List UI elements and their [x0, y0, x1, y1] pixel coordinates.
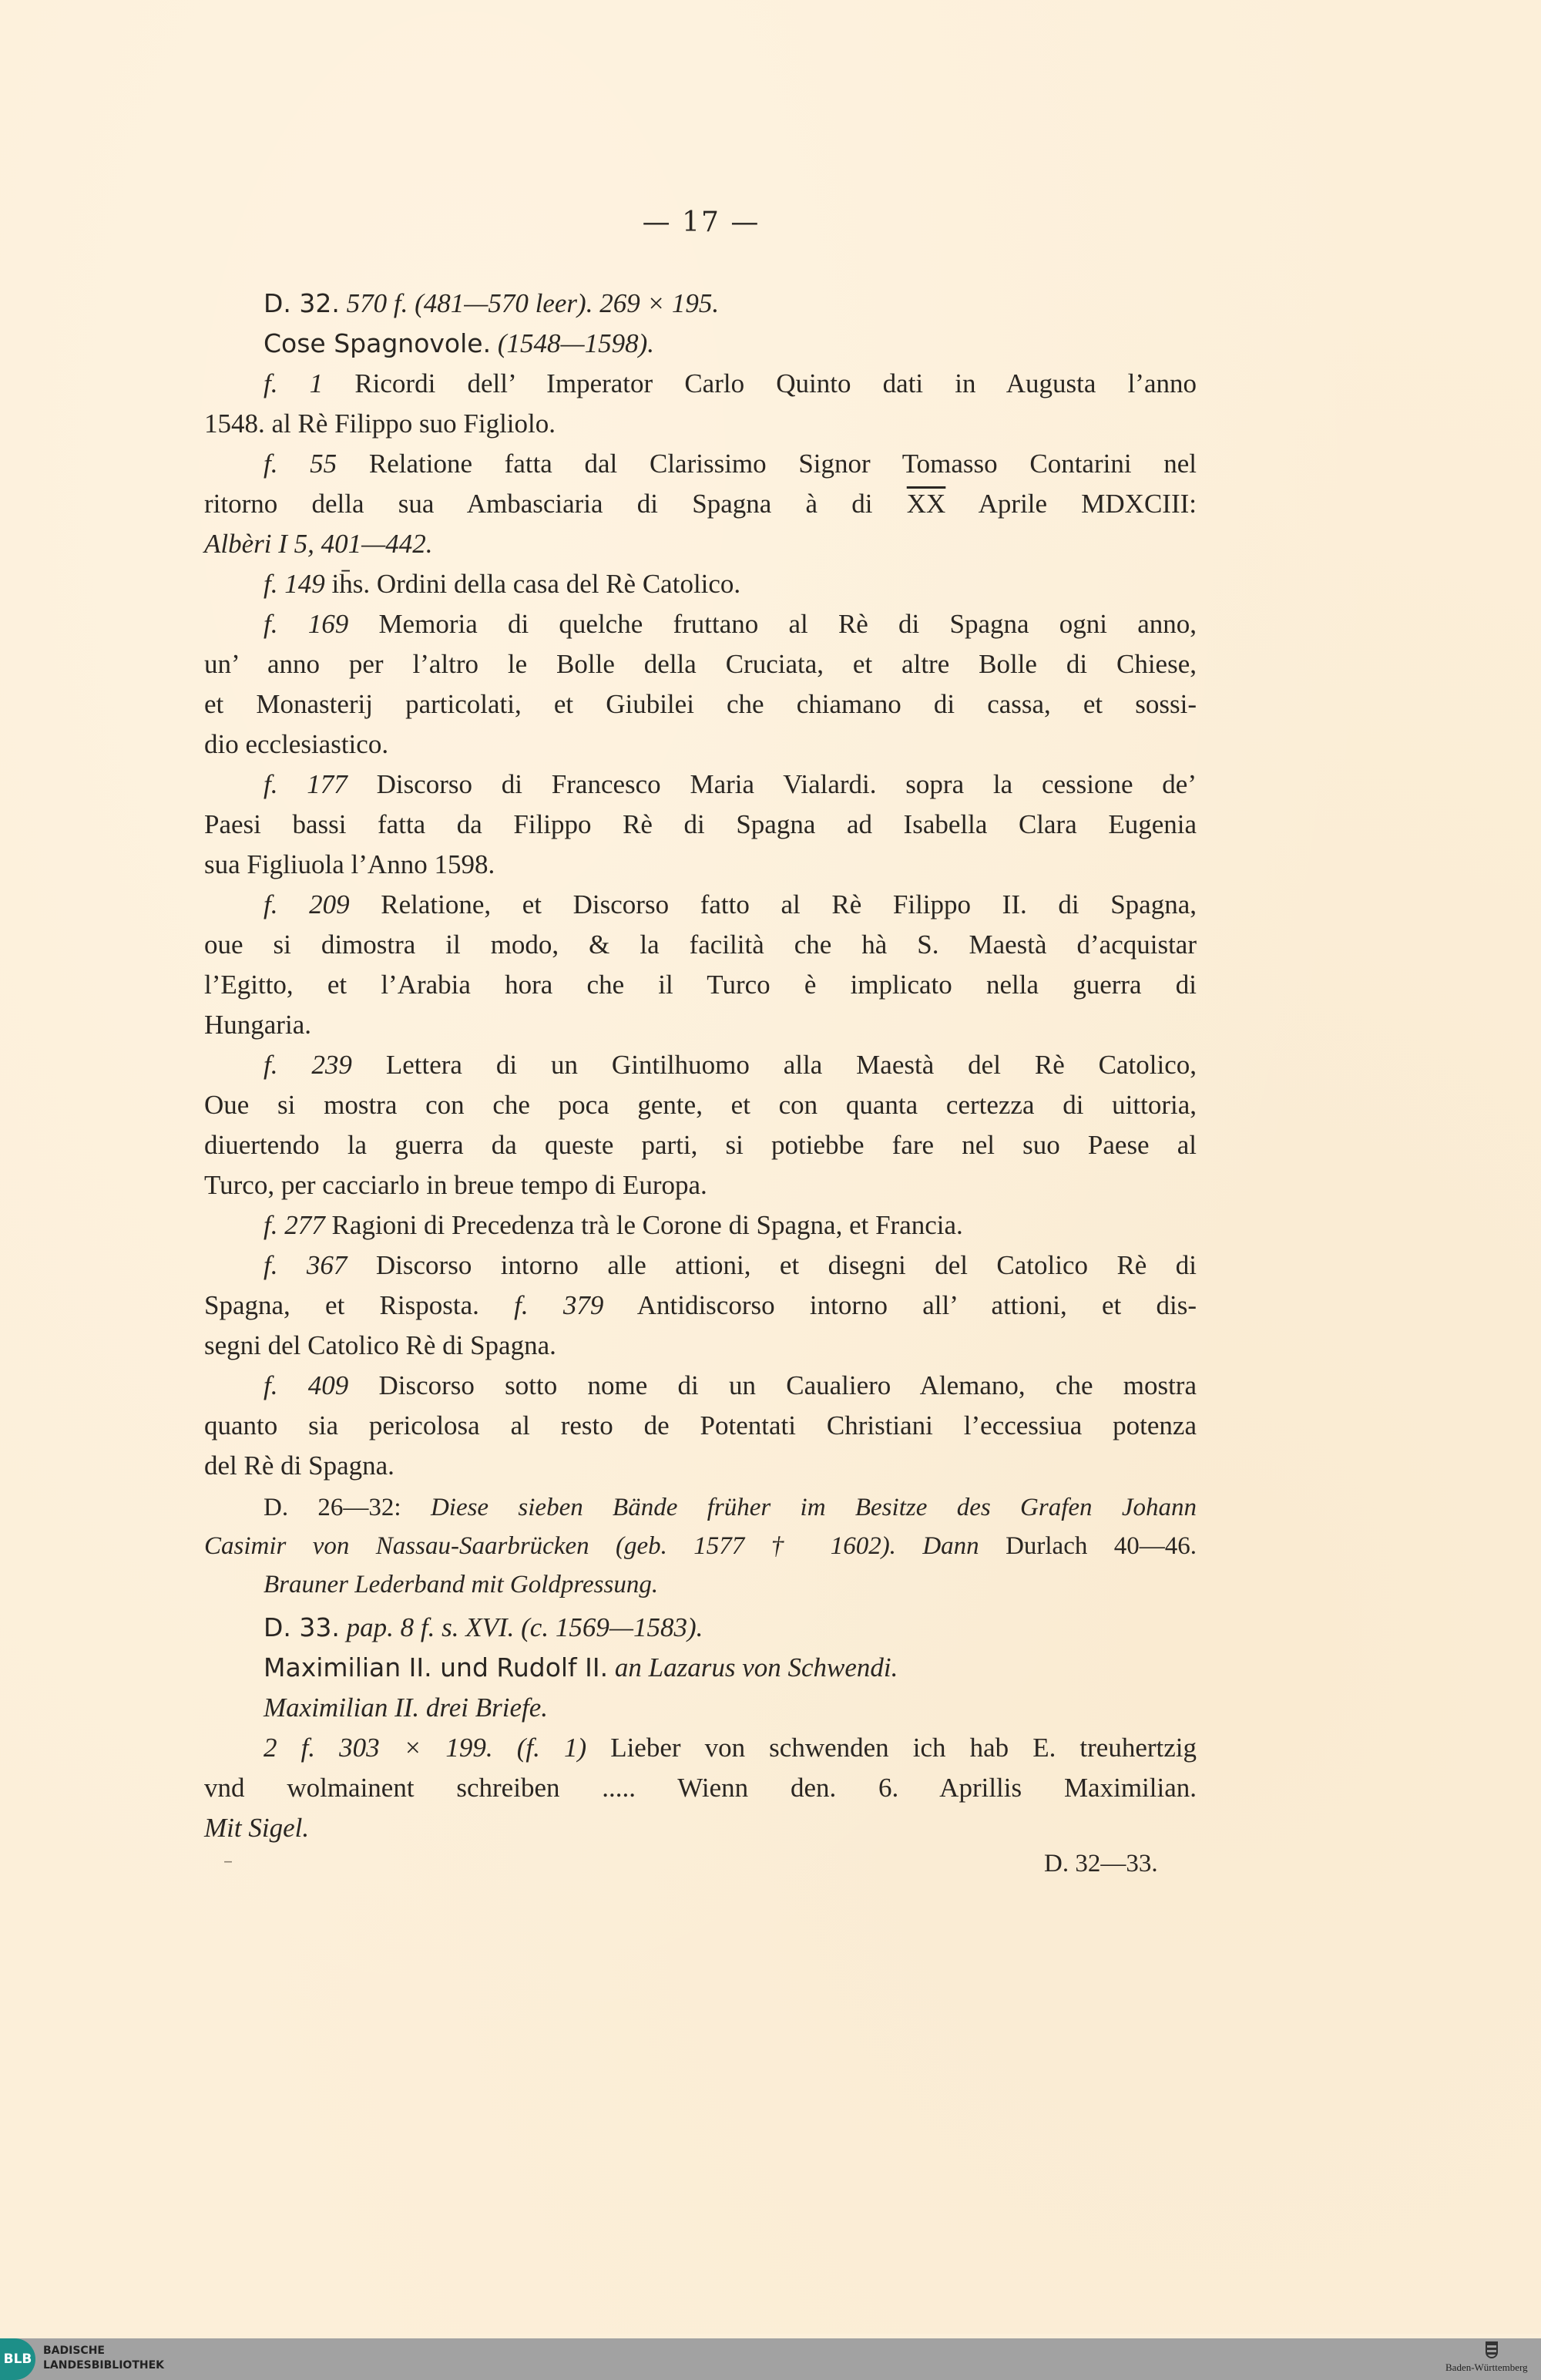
line-text: ritorno della sua Ambasciaria di Spagna à di [204, 489, 873, 519]
entry-recipient: an Lazarus von Schwendi. [614, 1652, 898, 1682]
text-line [204, 487, 1197, 521]
note-line: Brauner Lederband mit Goldpressung. [264, 1571, 659, 1598]
folio-ref: f. 367 [264, 1250, 347, 1280]
line-text: Ragioni di Precedenza trà le Corone di Spagna, et Francia. [331, 1210, 963, 1240]
text-line: Paesi bassi fatta da Filippo Rè di Spagna ad Isabella Clara Eugenia [204, 809, 1197, 839]
folio-ref: f. 239 [264, 1050, 352, 1080]
entry-title-d33 [264, 1651, 1197, 1685]
text-line [264, 1048, 1197, 1082]
folio-ref: f. 379 [514, 1290, 604, 1320]
line-text: Antidiscorso intorno all’ attioni, et dis- [636, 1290, 1197, 1320]
text-line: dio ecclesiastico. [204, 729, 389, 759]
text-line: Mit Sigel. [204, 1813, 310, 1843]
text-line: 1548. al Rè Filippo suo Figliolo. [204, 408, 556, 439]
text-line [264, 888, 1197, 922]
text-line: vnd wolmainent schreiben ..... Wienn den. 6. Aprillis Maximilian. [204, 1773, 1197, 1803]
line-text: Ricordi dell’ Imperator Carlo Quinto dati in Augusta l’anno [354, 368, 1197, 398]
line-text: Memoria di quelche fruttano al Rè di Spagna ogni anno, [378, 609, 1197, 639]
text-line: Turco, per cacciarlo in breue tempo di Europa. [204, 1170, 707, 1200]
text-line [264, 1249, 1197, 1282]
coat-of-arms-icon [1486, 2341, 1498, 2358]
stray-mark: – [223, 1850, 233, 1871]
folio-ref: f. 209 [264, 889, 350, 919]
text-line: et Monasterij particolati, et Giubilei che chiamano di cassa, et sossi- [204, 689, 1197, 719]
text-line: l’Egitto, et l’Arabia hora che il Turco è implicato nella guerra di [204, 970, 1197, 1000]
line-text: Discorso di Francesco Maria Vialardi. sopra la cessione de’ [376, 769, 1197, 799]
folio-ref: f. 149 [264, 569, 325, 599]
text-line [264, 1208, 1197, 1242]
folio-ref: f. 177 [264, 769, 347, 799]
text-line [204, 1289, 1197, 1323]
line-text: Relatione, et Discorso fatto al Rè Filippo II. di Spagna, [381, 889, 1197, 919]
text-line [264, 1731, 1197, 1765]
note-line [204, 1529, 1197, 1563]
footer-bar [0, 2338, 1541, 2380]
folio-ref: f. 169 [264, 609, 349, 639]
text-line: segni del Catolico Rè di Spagna. [204, 1330, 556, 1360]
library-name-line1: BADISCHE [43, 2345, 105, 2357]
blb-logo-icon: BLB [0, 2338, 35, 2380]
entry-title: Cose Spagnovole. [264, 328, 492, 358]
entry-heading-d33 [264, 1611, 1197, 1645]
folio-ref: f. 1 [264, 368, 324, 398]
note-text: Casimir von Nassau-Saarbrücken (geb. 1577 † 1602). [204, 1532, 896, 1560]
line-text: Lettera di un Gintilhuomo alla Maestà del Rè Catolico, [385, 1050, 1197, 1080]
line-text: Discorso intorno alle attioni, et disegni del Catolico Rè di [375, 1250, 1197, 1280]
line-text: Lieber von schwenden ich hab E. treuhertzig [610, 1733, 1197, 1763]
shelfmark-range: D. 26—32: [264, 1494, 401, 1521]
note-text: Diese sieben Bände früher im Besitze des Grafen Johann [430, 1494, 1197, 1521]
library-name-line2: LANDESBIBLIOTHEK [43, 2359, 165, 2372]
text-line: Albèri I 5, 401—442. [204, 529, 433, 559]
collation: 570 f. (481—570 leer). 269 × 195. [346, 288, 720, 318]
text-line [264, 607, 1197, 641]
entry-heading-d32 [264, 287, 1197, 321]
collation: 2 f. 303 × 199. (f. 1) [264, 1733, 587, 1763]
text-line [264, 367, 1197, 401]
collation: pap. 8 f. s. XVI. (c. 1569—1583). [346, 1612, 703, 1642]
note-text: Dann [922, 1532, 979, 1560]
folio-ref: f. 409 [264, 1370, 349, 1400]
entry-title: Maximilian II. und Rudolf II. [264, 1652, 609, 1682]
line-text: Discorso sotto nome di un Caualiero Alemano, che mostra [378, 1370, 1197, 1400]
state-name: Baden-Württemberg [1445, 2362, 1528, 2373]
line-text: Spagna, et Risposta. [204, 1290, 479, 1320]
folio-ref: f. 55 [264, 449, 337, 479]
page-number: — 17 — [642, 207, 760, 238]
entry-title-d32 [264, 327, 1197, 361]
shelfmark: D. 33. [264, 1612, 340, 1642]
text-line [264, 447, 1197, 481]
shelfmark: D. 32. [264, 288, 340, 318]
folio-ref: f. 277 [264, 1210, 325, 1240]
shelfmark-range: Durlach 40—46. [1006, 1532, 1197, 1560]
library-name [43, 2344, 164, 2373]
line-text: Aprile MDXCIII: [978, 489, 1197, 519]
text-line: quanto sia pericolosa al resto de Potentati Christiani l’eccessiua potenza [204, 1410, 1197, 1440]
signature-mark: D. 32—33. [1044, 1850, 1158, 1877]
note-line [264, 1491, 1197, 1524]
line-text: ih̄s. Ordini della casa del Rè Catolico. [331, 569, 741, 599]
text-line: Hungaria. [204, 1010, 311, 1040]
entry-dates: (1548—1598). [497, 328, 655, 358]
roman-numeral: $\overline{XX}$ [906, 489, 946, 519]
text-line [264, 768, 1197, 802]
text-line [264, 1369, 1197, 1403]
text-line [264, 567, 1197, 601]
text-line: del Rè di Spagna. [204, 1451, 394, 1481]
text-line: diuertendo la guerra da queste parti, si potiebbe fare nel suo Paese al [204, 1130, 1197, 1160]
text-line: un’ anno per l’altro le Bolle della Cruciata, et altre Bolle di Chiese, [204, 649, 1197, 679]
text-line: oue si dimostra il modo, & la facilità che hà S. Maestà d’acquistar [204, 929, 1197, 960]
text-line: Oue si mostra con che poca gente, et con quanta certezza di uittoria, [204, 1090, 1197, 1120]
text-line: Maximilian II. drei Briefe. [264, 1693, 549, 1723]
text-line: sua Figliuola l’Anno 1598. [204, 849, 495, 879]
line-text: Relatione fatta dal Clarissimo Signor Tomasso Contarini nel [368, 449, 1197, 479]
